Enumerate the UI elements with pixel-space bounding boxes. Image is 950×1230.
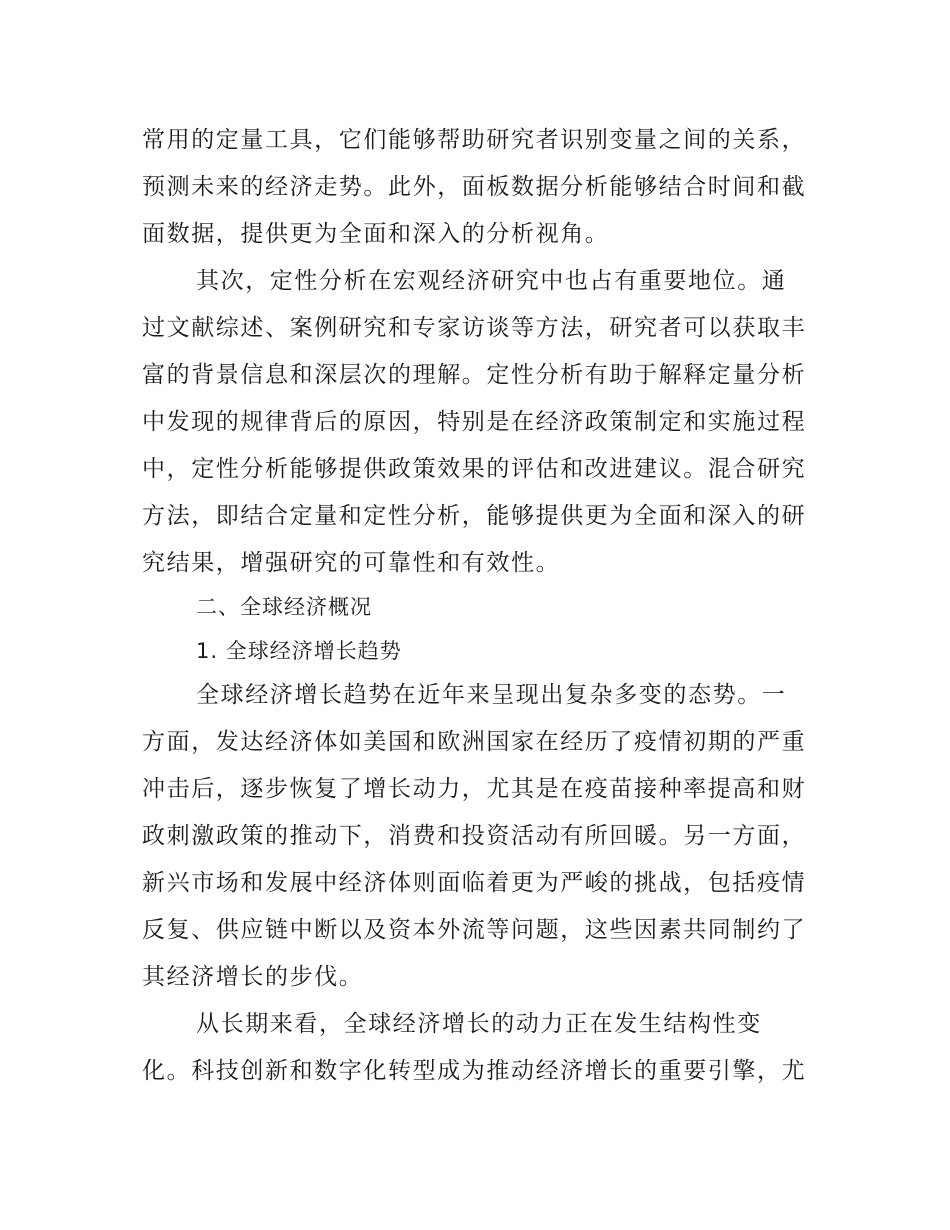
paragraph-line: 方法，即结合定量和定性分析，能够提供更为全面和深入的研	[142, 503, 807, 529]
paragraph-line: 富的背景信息和深层次的理解。定性分析有助于解释定量分析	[142, 362, 807, 388]
paragraph-line: 从长期来看，全球经济增长的动力正在发生结构性变	[196, 1011, 762, 1037]
paragraph-line: 过文献综述、案例研究和专家访谈等方法，研究者可以获取丰	[142, 315, 807, 341]
paragraph-line: 其次，定性分析在宏观经济研究中也占有重要地位。通	[196, 268, 787, 294]
paragraph-line: 化。科技创新和数字化转型成为推动经济增长的重要引擎，尤	[142, 1058, 807, 1084]
paragraph-line: 究结果，增强研究的可靠性和有效性。	[142, 550, 561, 576]
paragraph-line: 其经济增长的步伐。	[142, 964, 364, 990]
paragraph-line: 政刺激政策的推动下，消费和投资活动有所回暖。另一方面，	[142, 823, 807, 849]
paragraph-line: 中发现的规律背后的原因，特别是在经济政策制定和实施过程	[142, 409, 807, 435]
paragraph-line: 新兴市场和发展中经济体则面临着更为严峻的挑战，包括疫情	[142, 870, 807, 896]
paragraph-line: 中，定性分析能够提供政策效果的评估和改进建议。混合研究	[142, 456, 807, 482]
paragraph-line: 全球经济增长趋势在近年来呈现出复杂多变的态势。一	[196, 682, 787, 708]
subsection-heading: 1. 全球经济增长趋势	[196, 639, 402, 663]
paragraph-line: 常用的定量工具，它们能够帮助研究者识别变量之间的关系，	[142, 127, 807, 153]
section-heading: 二、全球经济概况	[196, 595, 372, 619]
paragraph-line: 面数据，提供更为全面和深入的分析视角。	[142, 221, 610, 247]
paragraph-line: 冲击后，逐步恢复了增长动力，尤其是在疫苗接种率提高和财	[142, 776, 807, 802]
paragraph-line: 方面，发达经济体如美国和欧洲国家在经历了疫情初期的严重	[142, 729, 807, 755]
paragraph-line: 反复、供应链中断以及资本外流等问题，这些因素共同制约了	[142, 917, 807, 943]
paragraph-line: 预测未来的经济走势。此外，面板数据分析能够结合时间和截	[142, 174, 807, 200]
